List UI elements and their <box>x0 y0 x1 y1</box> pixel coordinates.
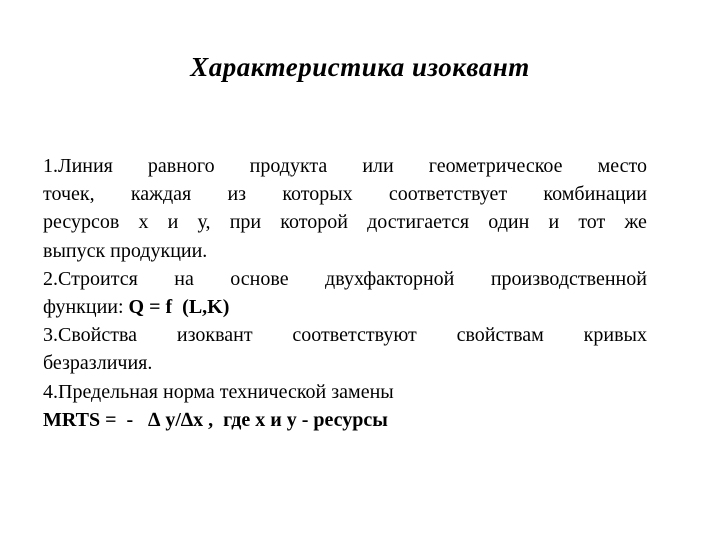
word: которой <box>280 211 348 234</box>
word: ресурсов <box>43 211 120 234</box>
word: 2.Строится <box>43 267 138 290</box>
line-5 <box>43 265 647 293</box>
word: же <box>624 211 647 234</box>
word: продукта <box>249 155 328 177</box>
word: достигается <box>367 211 470 234</box>
line-text: безразличия. <box>43 352 153 375</box>
slide-title: Характеристика изоквант <box>190 52 530 82</box>
line-1 <box>43 152 647 180</box>
word: 1.Линия <box>43 155 113 177</box>
word: при <box>229 211 262 234</box>
line-2 <box>43 180 647 208</box>
line-7 <box>43 321 647 349</box>
word: на <box>174 267 194 290</box>
word: и <box>167 211 179 234</box>
word: равного <box>147 155 215 177</box>
word: соответствуют <box>292 324 417 347</box>
line-4 <box>43 237 647 265</box>
word: которых <box>282 183 353 206</box>
word: из <box>227 183 247 206</box>
word: производственной <box>490 267 647 290</box>
line-text: функции: <box>43 295 129 318</box>
word: свойствам <box>456 324 544 347</box>
word: 3.Свойства <box>43 324 138 347</box>
mrts-formula: MRTS = - ∆ у/∆х , где х и у - ресурсы <box>43 408 388 431</box>
word: комбинации <box>543 183 647 206</box>
word: геометрическое <box>428 155 563 177</box>
word: точек, <box>43 183 95 206</box>
line-text: 4.Предельная норма технической замены <box>43 380 394 403</box>
word: соответствует <box>388 183 508 206</box>
line-10 <box>43 406 647 434</box>
production-function-formula: Q = f (L,K) <box>128 295 230 318</box>
word: изоквант <box>176 324 253 347</box>
word: кривых <box>583 324 647 347</box>
word: или <box>362 155 394 177</box>
word: у, <box>197 211 211 234</box>
body-text <box>43 152 647 434</box>
word: двухфакторной <box>325 267 455 290</box>
line-9 <box>43 378 647 406</box>
line-3 <box>43 208 647 236</box>
line-6 <box>43 293 647 321</box>
word: место <box>597 155 647 177</box>
word: х <box>138 211 149 234</box>
word: один <box>488 211 530 234</box>
word: основе <box>230 267 289 290</box>
line-text: выпуск продукции. <box>43 239 208 262</box>
word: тот <box>578 211 606 234</box>
line-8 <box>43 349 647 377</box>
word: и <box>548 211 560 234</box>
word: каждая <box>130 183 192 206</box>
